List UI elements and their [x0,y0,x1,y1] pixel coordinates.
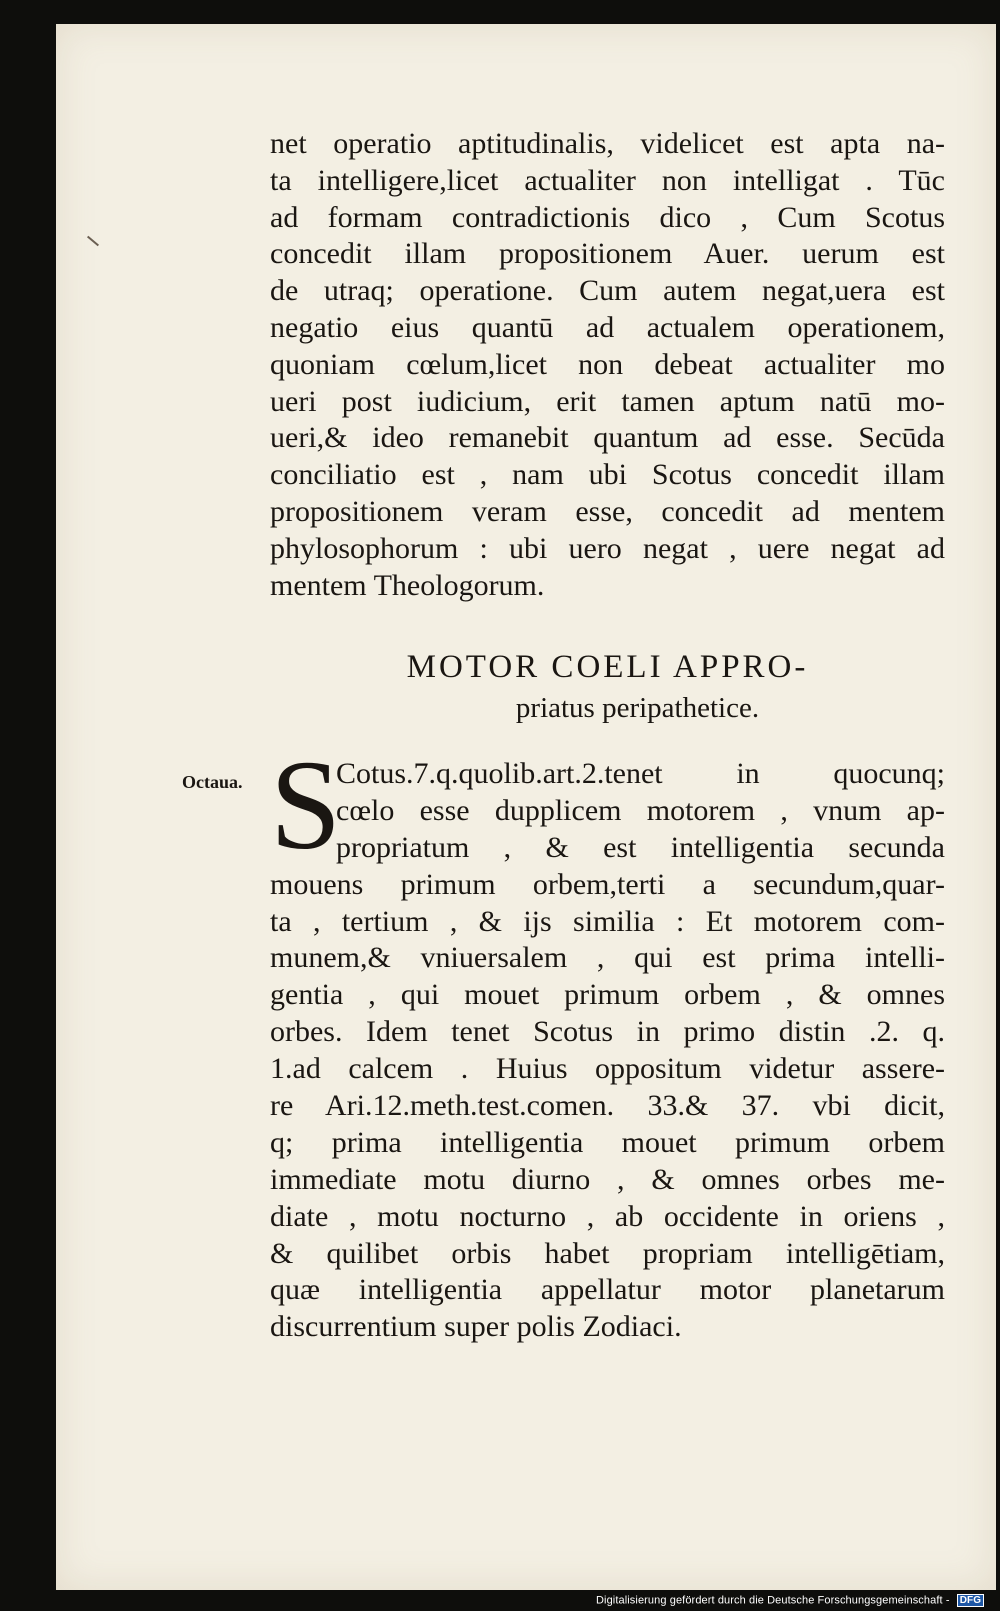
text-line: ta , tertium , & ijs similia : Et motorem com- [270,904,945,938]
drop-cap: S [270,734,342,876]
text-line: net operatio aptitudinalis, videlicet est apta na- [270,127,945,160]
text-line: munem,& vniuersalem , qui est prima intelli- [270,941,945,975]
text-line: Cotus.7.q.quolib.art.2.tenet in quocunq; [336,757,945,790]
text-line: ueri,& ideo remanebit quantum ad esse. Secūda [270,421,945,455]
text-line: phylosophorum : ubi uero negat , uere negat ad [270,531,945,565]
marginal-note: Octaua. [182,772,243,792]
text-line: ad formam contradictionis dico , Cum Scotus [270,200,945,234]
heading-line-2: priatus peripathetice. [515,692,760,724]
dfg-logo: DFG [957,1594,984,1607]
text-line: re Ari.12.meth.test.comen. 33.& 37. vbi dicit, [270,1089,945,1123]
text-line: de utraq; operatione. Cum autem negat,uera est [270,274,945,308]
text-line: ta intelligere,licet actualiter non intelligat . Tūc [270,163,945,197]
text-line: quoniam cœlum,licet non debeat actualiter mo [270,347,945,381]
text-line: ueri post iudicium, erit tamen aptum natū mo- [270,384,945,418]
section-heading [270,646,945,728]
text-line: cœlo esse dupplicem motorem , vnum ap- [336,793,945,827]
text-line: 1.ad calcem . Huius oppositum videtur assere- [270,1052,945,1086]
text-line: & quilibet orbis habet propriam intelligētiam, [270,1236,945,1270]
text-line: concedit illam propositionem Auer. uerum est [270,237,945,271]
section-paragraph [270,734,945,1346]
text-line: propriatum , & est intelligentia secunda [336,830,945,864]
text-line: orbes. Idem tenet Scotus in primo distin .2. q. [270,1015,945,1049]
text-line: immediate motu diurno , & omnes orbes me- [270,1162,945,1196]
credit-text: Digitalisierung gefördert durch die Deutsche Forschungsgemeinschaft - [596,1594,950,1607]
text-line: gentia , qui mouet primum orbem , & omnes [270,978,945,1012]
digitization-credit [596,1594,984,1607]
text-line: conciliatio est , nam ubi Scotus concedit illam [270,458,945,492]
text-line: diate , motu nocturno , ab occidente in oriens , [270,1199,945,1233]
text-line: quæ intelligentia appellatur motor planetarum [270,1273,945,1307]
text-line: mouens primum orbem,terti a secundum,quar- [270,867,945,901]
text-line: mentem Theologorum. [270,568,545,602]
text-line: q; prima intelligentia mouet primum orbem [270,1125,945,1159]
heading-line-1: MOTOR COELI APPRO- [406,649,809,685]
text-line: negatio eius quantū ad actualem operationem, [270,310,945,344]
upper-paragraph [270,126,945,604]
text-line: discurrentium super polis Zodiaci. [270,1310,682,1344]
text-line: propositionem veram esse, concedit ad mentem [270,494,945,528]
